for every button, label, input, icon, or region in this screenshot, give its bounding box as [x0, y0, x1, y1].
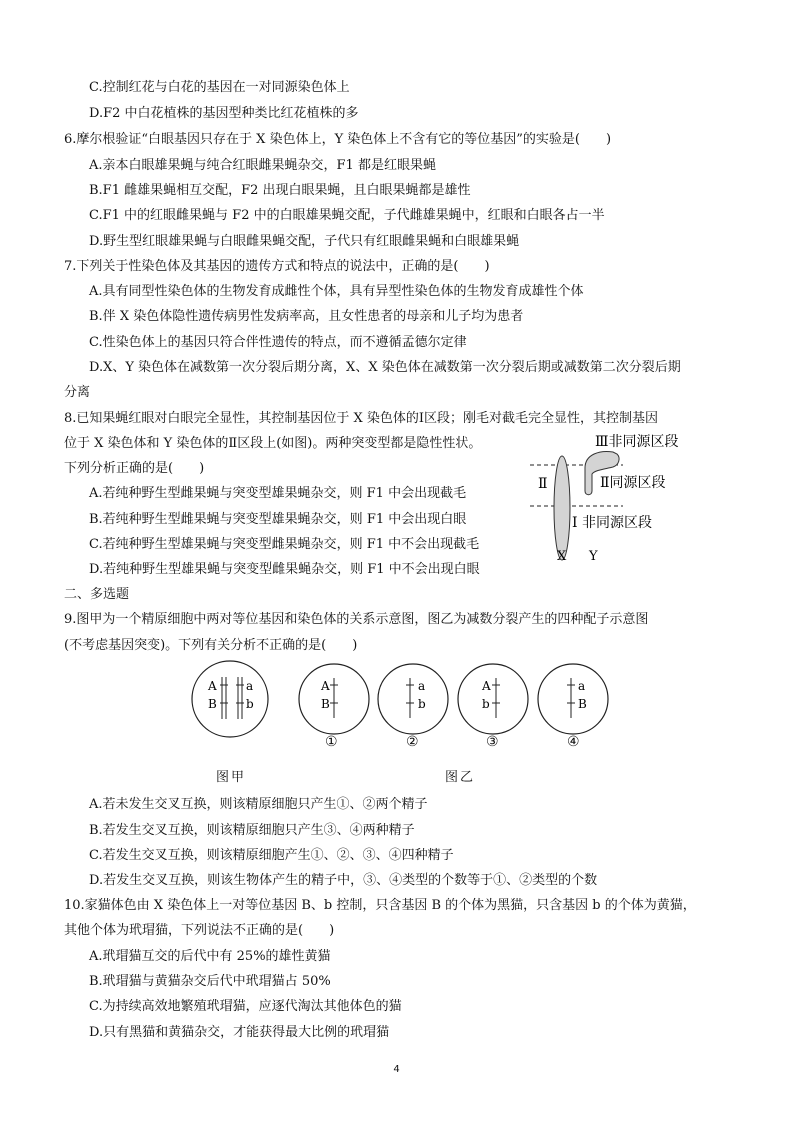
q9-stem-line1: 9.图甲为一个精原细胞中两对等位基因和染色体的关系示意图，图乙为减数分裂产生的四种配子示意图: [64, 612, 649, 627]
q6-option-b: B.F1 雌雄果蝇相互交配，F2 出现白眼果蝇，且白眼果蝇都是雄性: [89, 183, 471, 198]
q7-option-a: A.具有同型性染色体的生物发育成雌性个体，具有异型性染色体的生物发育成雄性个体: [89, 284, 584, 299]
label-y: Y: [589, 549, 598, 564]
svg-text:b: b: [482, 697, 490, 711]
q7-stem: 7.下列关于性染色体及其基因的遗传方式和特点的说法中，正确的是( ): [64, 259, 490, 274]
q7-option-d-line1: D.X、Y 染色体在减数第一次分裂后期分离，X、X 染色体在减数第一次分裂后期或减数第二次分裂后期: [89, 360, 681, 375]
label-ii-left: Ⅱ: [538, 476, 548, 492]
svg-text:a: a: [418, 679, 426, 693]
svg-text:b: b: [246, 697, 254, 711]
gamete-1-cell: [299, 664, 369, 734]
label-iii-nonhomologous: Ⅲ非同源区段: [595, 434, 679, 450]
q9-option-d: D.若发生交叉互换，则该生物体产生的精子中，③、④类型的个数等于①、②类型的个数: [89, 873, 598, 888]
q9-option-b: B.若发生交叉互换，则该精原细胞只产生③、④两种精子: [89, 823, 415, 838]
label-x: X: [557, 549, 567, 564]
svg-text:B: B: [208, 697, 217, 711]
q7-option-b: B.伴 X 染色体隐性遗传病男性发病率高，且女性患者的母亲和儿子均为患者: [89, 309, 524, 324]
q10-option-d: D.只有黑猫和黄猫杂交，才能获得最大比例的玳瑁猫: [89, 1025, 390, 1040]
gamete-4-cell: [538, 664, 608, 734]
q8-option-b: B.若纯种野生型雌果蝇与突变型雄果蝇杂交，则 F1 中会出现白眼: [89, 512, 467, 527]
gamete-label-2: ②: [406, 734, 419, 750]
q6-option-a: A.亲本白眼雄果蝇与纯合红眼雌果蝇杂交，F1 都是红眼果蝇: [89, 158, 436, 173]
svg-text:B: B: [578, 697, 587, 711]
gamete-label-1: ①: [325, 734, 338, 750]
q6-option-d: D.野生型红眼雄果蝇与白眼雌果蝇交配，子代只有红眼雌果蝇和白眼雄果蝇: [89, 234, 520, 249]
q7-option-c: C.性染色体上的基因只符合伴性遗传的特点，而不遵循孟德尔定律: [89, 335, 467, 350]
q8-stem-line2: 位于 X 染色体和 Y 染色体的Ⅱ区段上(如图)。两种突变型都是隐性性状。: [64, 436, 482, 451]
q10-option-c: C.为持续高效地繁殖玳瑁猫，应逐代淘汰其他体色的猫: [89, 999, 402, 1014]
q8-stem-line3: 下列分析正确的是( ): [64, 461, 205, 476]
svg-text:b: b: [418, 697, 426, 711]
gamete-label-3: ③: [486, 734, 499, 750]
spermatogonium-cell: [192, 661, 268, 737]
caption-figure-yi: 图乙: [445, 770, 476, 785]
svg-text:a: a: [578, 679, 586, 693]
gamete-3-cell: [458, 664, 528, 734]
q8-option-d: D.若纯种野生型雄果蝇与突变型雌果蝇杂交，则 F1 中不会出现白眼: [89, 562, 480, 577]
q5-option-d: D.F2 中白花植株的基因型种类比红花植株的多: [89, 106, 359, 121]
svg-text:a: a: [246, 679, 254, 693]
cell-diagram: [170, 660, 630, 740]
q8-option-c: C.若纯种野生型雄果蝇与突变型雌果蝇杂交，则 F1 中不会出现截毛: [89, 537, 480, 552]
q8-option-a: A.若纯种野生型雌果蝇与突变型雄果蝇杂交，则 F1 中会出现截毛: [89, 486, 467, 501]
q10-option-b: B.玳瑁猫与黄猫杂交后代中玳瑁猫占 50%: [89, 974, 331, 989]
x-chromosome: [554, 456, 570, 560]
q9-stem-line2: (不考虑基因突变)。下列有关分析不正确的是( ): [64, 638, 358, 653]
q10-option-a: A.玳瑁猫互交的后代中有 25%的雄性黄猫: [89, 949, 331, 964]
q5-option-c: C.控制红花与白花的基因在一对同源染色体上: [89, 80, 350, 95]
svg-text:A: A: [321, 679, 330, 693]
q10-stem-line2: 其他个体为玳瑁猫，下列说法不正确的是( ): [64, 923, 335, 938]
q8-stem-line1: 8.已知果蝇红眼对白眼完全显性，其控制基因位于 X 染色体的Ⅰ区段；刚毛对截毛完全显性，其控制基因: [64, 411, 659, 426]
label-i-nonhomologous: Ⅰ 非同源区段: [572, 515, 652, 531]
q9-option-c: C.若发生交叉互换，则该精原细胞产生①、②、③、④四种精子: [89, 848, 454, 863]
caption-figure-jia: 图甲: [216, 770, 247, 785]
page-number: 4: [393, 1064, 400, 1075]
gamete-2-cell: [378, 664, 448, 734]
svg-text:B: B: [321, 697, 330, 711]
section-multiple-choice: 二、多选题: [64, 587, 130, 602]
label-ii-homologous: Ⅱ同源区段: [600, 475, 666, 491]
sex-chromosome-diagram: [525, 428, 735, 568]
q6-option-c: C.F1 中的红眼雌果蝇与 F2 中的白眼雄果蝇交配，子代雌雄果蝇中，红眼和白眼各占一半: [89, 208, 605, 223]
q10-stem-line1: 10.家猫体色由 X 染色体上一对等位基因 B、b 控制，只含基因 B 的个体为黑猫，只含基因 b 的个体为黄猫，: [64, 898, 696, 913]
q6-stem: 6.摩尔根验证“白眼基因只存在于 X 染色体上，Y 染色体上不含有它的等位基因”的实验是( ): [64, 132, 612, 147]
q9-option-a: A.若未发生交叉互换，则该精原细胞只产生①、②两个精子: [89, 797, 428, 812]
gamete-label-4: ④: [567, 734, 580, 750]
svg-text:A: A: [482, 679, 491, 693]
svg-text:A: A: [208, 679, 217, 693]
q7-option-d-line2: 分离: [64, 385, 91, 400]
